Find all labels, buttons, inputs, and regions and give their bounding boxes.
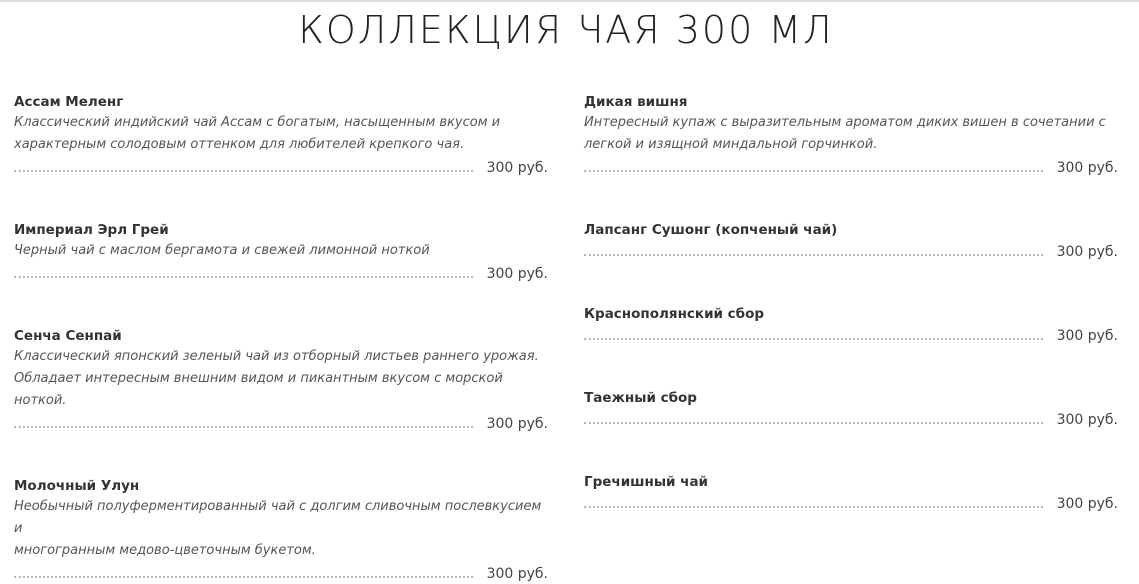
item-name: Сенча Сенпай	[14, 328, 122, 344]
item-price: 300 руб.	[486, 416, 548, 432]
item-name: Молочный Улун	[14, 478, 140, 494]
menu-item-taiga	[584, 388, 1118, 430]
dot-leader	[584, 170, 1043, 172]
dot-leader	[584, 338, 1043, 340]
dot-leader	[14, 276, 473, 278]
item-price: 300 руб.	[486, 266, 548, 282]
item-price: 300 руб.	[486, 160, 548, 176]
menu-item-lapsang	[584, 220, 1118, 262]
menu-item-buckwheat	[584, 472, 1118, 514]
item-name: Империал Эрл Грей	[14, 222, 169, 238]
item-description-line: Интересный купаж с выразительным ароматом диких вишен в сочетании с	[584, 115, 1106, 130]
item-description-line: Черный чай с маслом бергамота и свежей лимонной ноткой	[14, 243, 430, 258]
item-description-line: многогранным медово-цветочным букетом.	[14, 543, 316, 558]
menu-item-sencha	[14, 326, 548, 434]
item-name: Гречишный чай	[584, 474, 709, 490]
item-description-line: легкой и изящной миндальной горчинкой.	[584, 137, 878, 152]
item-description-line: ноткой.	[14, 393, 67, 408]
item-description-line: Классический японский зеленый чай из отборный листьев раннего урожая.	[14, 349, 539, 364]
dot-leader	[14, 426, 473, 428]
item-name: Дикая вишня	[584, 94, 688, 110]
item-name: Таежный сбор	[584, 390, 697, 406]
item-price: 300 руб.	[1056, 496, 1118, 512]
item-description-line: Необычный полуферментированный чай с долгим сливочным послевкусием и	[14, 499, 542, 536]
menu-item-earl-grey	[14, 220, 548, 284]
item-price: 300 руб.	[1056, 244, 1118, 260]
dot-leader	[584, 254, 1043, 256]
item-description-line: Обладает интересным внешним видом и пикантным вкусом с морской	[14, 371, 503, 386]
item-price: 300 руб.	[486, 566, 548, 582]
item-price: 300 руб.	[1056, 328, 1118, 344]
item-name: Ассам Меленг	[14, 94, 124, 110]
top-divider	[0, 0, 1139, 2]
dot-leader	[14, 170, 473, 172]
menu-item-milk-oolong	[14, 476, 548, 584]
item-name: Лапсанг Сушонг (копченый чай)	[584, 222, 838, 238]
item-description-line: Классический индийский чай Ассам с богатым, насыщенным вкусом и	[14, 115, 501, 130]
menu-item-krasnaya-polyana	[584, 304, 1118, 346]
item-description-line: характерным солодовым оттенком для любителей крепкого чая.	[14, 137, 465, 152]
dot-leader	[14, 576, 473, 578]
item-price: 300 руб.	[1056, 412, 1118, 428]
dot-leader	[584, 506, 1043, 508]
menu-item-wild-cherry	[584, 92, 1118, 178]
dot-leader	[584, 422, 1043, 424]
item-name: Краснополянский сбор	[584, 306, 765, 322]
item-price: 300 руб.	[1056, 160, 1118, 176]
page-title: КОЛЛЕКЦИЯ ЧАЯ 300 МЛ	[298, 8, 834, 52]
menu-item-assam	[14, 92, 548, 178]
